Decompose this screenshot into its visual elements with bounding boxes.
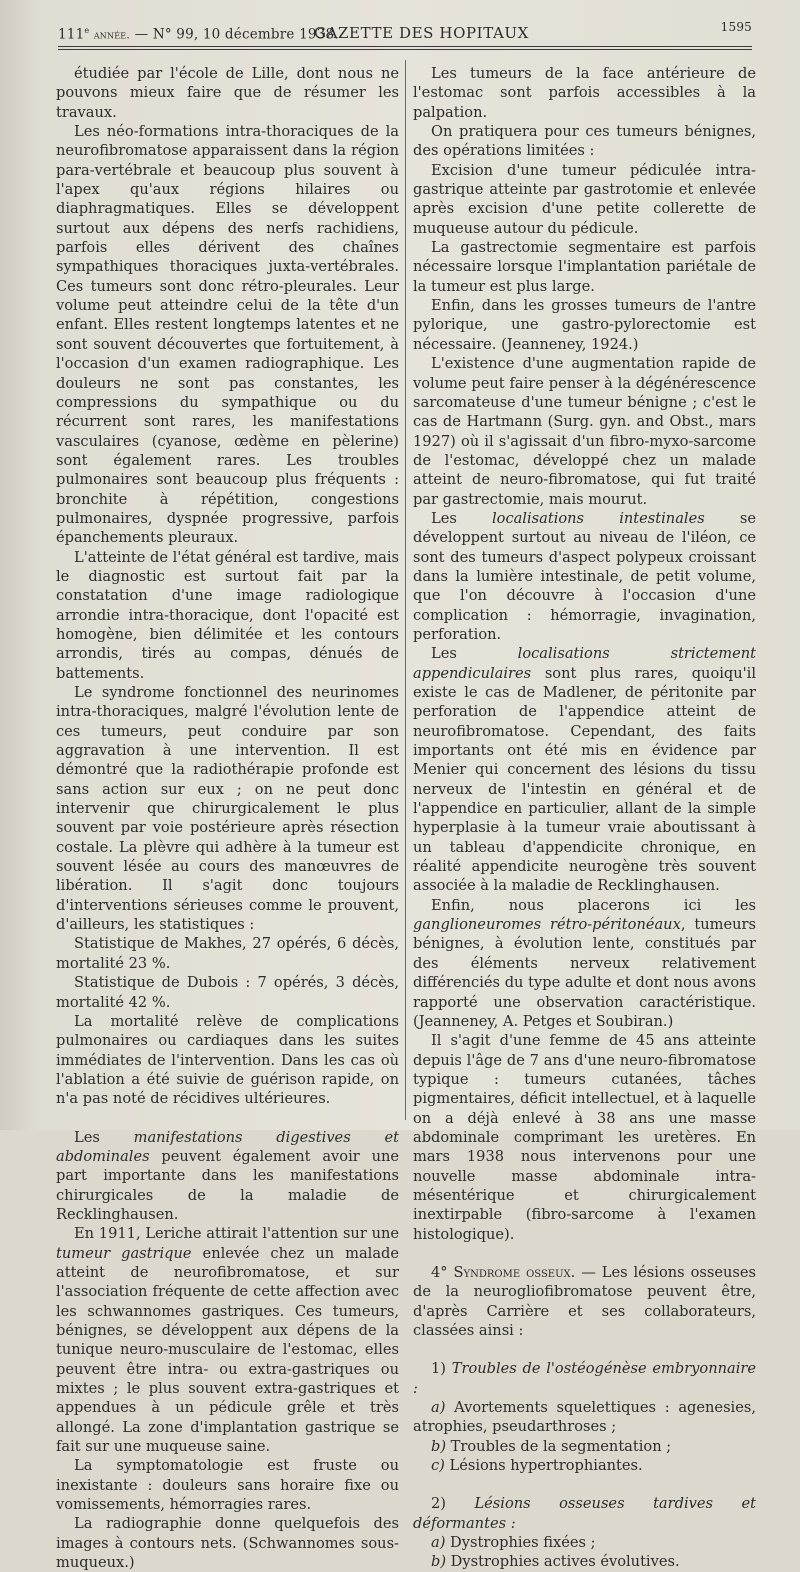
text-span: 1) [431, 1360, 452, 1378]
text-span: se développent surtout au niveau de l'iléon, ce sont des tumeurs d'aspect polypeux croissant dans la lumière intestinale, de petit volume, que l'on découvre à l'occasion d'une complication : hémorragie, invagination, perforation. [413, 509, 756, 643]
text-span: peuvent également avoir une part importante dans les manifestations chirurgicales de la maladie de Recklinghausen. [56, 1147, 399, 1223]
text-span: 4° [431, 1263, 454, 1281]
text-span: Excision d'une tumeur pédiculée intra-gastrique atteinte par gastrotomie et enlevée après excision d'une petite collerette de muqueuse autour du pédicule. [413, 161, 756, 237]
italic-phrase: b) [431, 1553, 447, 1571]
text-span: Enfin, dans les grosses tumeurs de l'antre pylorique, une gastro-pylorectomie est nécessaire. (Jeanneney, 1924.) [413, 297, 756, 353]
paragraph [413, 1533, 756, 1552]
text-span: En 1911, Leriche attirait l'attention sur une [74, 1225, 399, 1243]
paragraph [413, 1456, 756, 1475]
italic-phrase: b) [431, 1437, 447, 1455]
paragraph [56, 1224, 399, 1456]
paragraph [413, 296, 756, 354]
text-span: La mortalité relève de complications pulmonaires ou cardiaques dans les suites immédiates de l'intervention. Dans les cas où l'ablation a été suivie de guérison rapide, on n'a pas noté de récidives ultérieures. [56, 1012, 399, 1108]
paragraph [56, 122, 399, 548]
page-number: 1595 [720, 20, 752, 34]
text-span: Dystrophies actives évolutives. [446, 1553, 680, 1571]
italic-phrase: tumeur gastrique [56, 1244, 192, 1262]
italic-phrase: ganglioneuromes rétro-péritonéaux [413, 916, 681, 934]
paragraph [56, 1456, 399, 1514]
text-span: Les [74, 1128, 134, 1146]
italic-phrase: c) [431, 1457, 445, 1475]
text-span: Les tumeurs de la face antérieure de l'estomac sont parfois accessibles à la palpation. [413, 65, 756, 121]
paragraph [413, 1031, 756, 1244]
paragraph [413, 896, 756, 1031]
left-column [56, 64, 399, 1572]
text-span: La radiographie donne quelquefois des images à contours nets. (Schwannomes sous-muqueux.) [56, 1515, 399, 1572]
text-span: enlevée chez un malade atteint de neurofibromatose, et sur l'association fréquente de cette affection avec les schwannomes gastriques. Ces tumeurs, bénignes, se développent aux dépens de la tunique neuro-musculaire de l'estomac, elles peuvent être intra- ou extra-gastriques ou mixtes ; le plus souvent extra-gastriques et appendues à un pédicule grêle et très allongé. La zone d'implantation gastrique se fait sur une muqueuse saine. [56, 1244, 400, 1456]
italic-phrase: Troubles de l'ostéogénèse embryonnaire : [413, 1360, 756, 1397]
italic-phrase: Lésions osseuses tardives et déformantes : [413, 1495, 756, 1532]
italic-phrase: a) [431, 1534, 446, 1552]
text-span: Statistique de Makhes, 27 opérés, 6 décès, mortalité 23 %. [56, 935, 399, 972]
paragraph [56, 683, 399, 934]
header-rule-bottom [58, 49, 752, 50]
paragraph [413, 161, 756, 238]
paragraph [413, 1359, 756, 1398]
text-span: Le syndrome fonctionnel des neurinomes intra-thoraciques, malgré l'évolution lente de ces tumeurs, peut conduire par son aggravation à une intervention. Il est démontré que la radiothérapie profonde est sans action sur eux ; on ne peut donc intervenir que chirurgicalement le plus souvent par voie postérieure après résection costale. La plèvre qui adhère à la tumeur est souvent lésée au cours des manœuvres de libération. Il s'agit donc toujours d'interventions sérieuses comme le prouvent, d'ailleurs, les statistiques : [56, 684, 399, 934]
paragraph [413, 64, 756, 122]
paragraph [56, 1012, 399, 1109]
section-heading: Syndrome osseux. [453, 1263, 576, 1281]
italic-phrase: manifestations digestives et abdominales [56, 1128, 399, 1165]
running-header [58, 20, 752, 44]
paragraph [56, 934, 399, 973]
right-column [413, 64, 756, 1572]
italic-phrase: localisations strictement appendiculaires [413, 645, 756, 682]
text-span: sont plus rares, quoiqu'il existe le cas de Madlener, de péritonite par perforation de l'appendice atteint de neurofibromatose. Cependant, des faits importants ont été mis en évidence par Menier qui concernent des lésions du tissu nerveux de l'intestin en général et de l'appendice en particulier, allant de la simple hyperplasie à la tumeur vraie aboutissant à un tableau d'appendicite chronique, en réalité appendicite neurogène très souvent associée à la maladie de Recklinghausen. [413, 664, 756, 895]
text-span: Les [431, 509, 492, 527]
text-span: Troubles de la segmentation ; [446, 1437, 672, 1455]
text-span: 2) [431, 1495, 475, 1513]
paragraph [413, 1494, 756, 1533]
text-span: L'atteinte de l'état général est tardive, mais le diagnostic est surtout fait par la constatation d'une image radiologique arrondie intra-thoracique, dont l'opacité est homogène, bien délimitée et les contours arrondis, tirés au compas, dénués de battements. [56, 548, 400, 682]
paragraph [56, 973, 399, 1012]
journal-title: GAZETTE DES HOPITAUX [314, 24, 529, 42]
text-span: Les néo-formations intra-thoraciques de la neurofibromatose apparaissent dans la région para-vertébrale et beaucoup plus souvent à l'apex qu'aux régions hilaires ou diaphragmatiques. Elles se développent surtout aux dépens des nerfs rachidiens, parfois elles dérivent des chaînes sympathiques thoraciques juxta-vertébrales. Ces tumeurs sont donc rétro-pleurales. Leur volume peut atteindre celui de la tête d'un enfant. Elles restent longtemps latentes et ne sont souvent découvertes que fortuitement, à l'occasion d'un examen radiographique. Les douleurs ne sont pas constantes, les compressions du sympathique ou du récurrent sont rares, les manifestations vasculaires (cyanose, œdème en pèlerine) sont également rares. Les troubles pulmonaires sont beaucoup plus fréquents : bronchite à répétition, congestions pulmonaires, dyspnée progressive, parfois épanchements pleuraux. [56, 123, 399, 547]
header-rule-top [58, 46, 752, 47]
paragraph [413, 1398, 756, 1437]
text-span: La gastrectomie segmentaire est parfois nécessaire lorsque l'implantation pariétale de la tumeur est plus large. [413, 239, 756, 295]
text-span: On pratiquera pour ces tumeurs bénignes, des opérations limitées : [413, 123, 756, 160]
text-span: Statistique de Dubois : 7 opérés, 3 décès, mortalité 42 %. [56, 974, 399, 1011]
paragraph [413, 1437, 756, 1456]
column-divider [405, 60, 406, 1120]
text-span: Dystrophies fixées ; [445, 1534, 596, 1552]
text-span: Les [431, 645, 518, 663]
paragraph [413, 644, 756, 895]
paragraph [56, 1514, 399, 1572]
italic-phrase: localisations intestinales [491, 509, 705, 527]
text-span: Enfin, nous placerons ici les [431, 896, 756, 914]
text-span: La symptomatologie est fruste ou inexistante : douleurs sans horaire fixe ou vomissements, hémorragies rares. [56, 1457, 399, 1514]
text-span: Il s'agit d'une femme de 45 ans atteinte depuis l'âge de 7 ans d'une neuro-fibromatose typique : tumeurs cutanées, tâches pigmentaires, déficit intellectuel, et à laquelle on a déjà enlevé à 38 ans une masse abdominale comprimant les uretères. En mars 1938 nous intervenons pour une nouvelle masse abdominale intra-mésentérique et chirurgicalement inextirpable (fibro-sarcome à l'examen histologique). [413, 1032, 756, 1243]
paragraph [56, 64, 399, 122]
text-span: Avortements squelettiques : agenesies, atrophies, pseudarthroses ; [413, 1399, 756, 1436]
paragraph [413, 1263, 756, 1340]
issue-info: 111e année. — N° 99, 10 décembre 1938. [58, 26, 339, 43]
text-span: L'existence d'une augmentation rapide de volume peut faire penser à la dégénérescence sarcomateuse d'une tumeur bénigne ; c'est le cas de Hartmann (Surg. gyn. and Obst., mars 1927) où il s'agissait d'un fibro-myxo-sarcome de l'estomac, développé chez un malade atteint de neuro-fibromatose, qui fut traité par gastrectomie, mais mourut. [413, 355, 756, 508]
paragraph [413, 1552, 756, 1571]
paragraph [56, 548, 399, 683]
paragraph [413, 354, 756, 509]
text-span: , tumeurs bénignes, à évolution lente, constitués par des éléments nerveux relativement différenciés du type adulte et dont nous avons rapporté une observation caractéristique. (Jeanneney, A. Petges et Soubiran.) [413, 916, 756, 1030]
paragraph [413, 238, 756, 296]
paragraph [56, 1128, 399, 1225]
text-span: — Les lésions osseuses de la neurogliofibromatose peuvent être, d'après Carrière et ses collaborateurs, classées ainsi : [413, 1263, 756, 1339]
text-span: étudiée par l'école de Lille, dont nous ne pouvons mieux faire que de résumer les travaux. [56, 65, 399, 121]
paragraph [413, 122, 756, 161]
text-span: Lésions hypertrophiantes. [444, 1457, 643, 1475]
italic-phrase: a) [431, 1399, 446, 1417]
paragraph [413, 509, 756, 644]
